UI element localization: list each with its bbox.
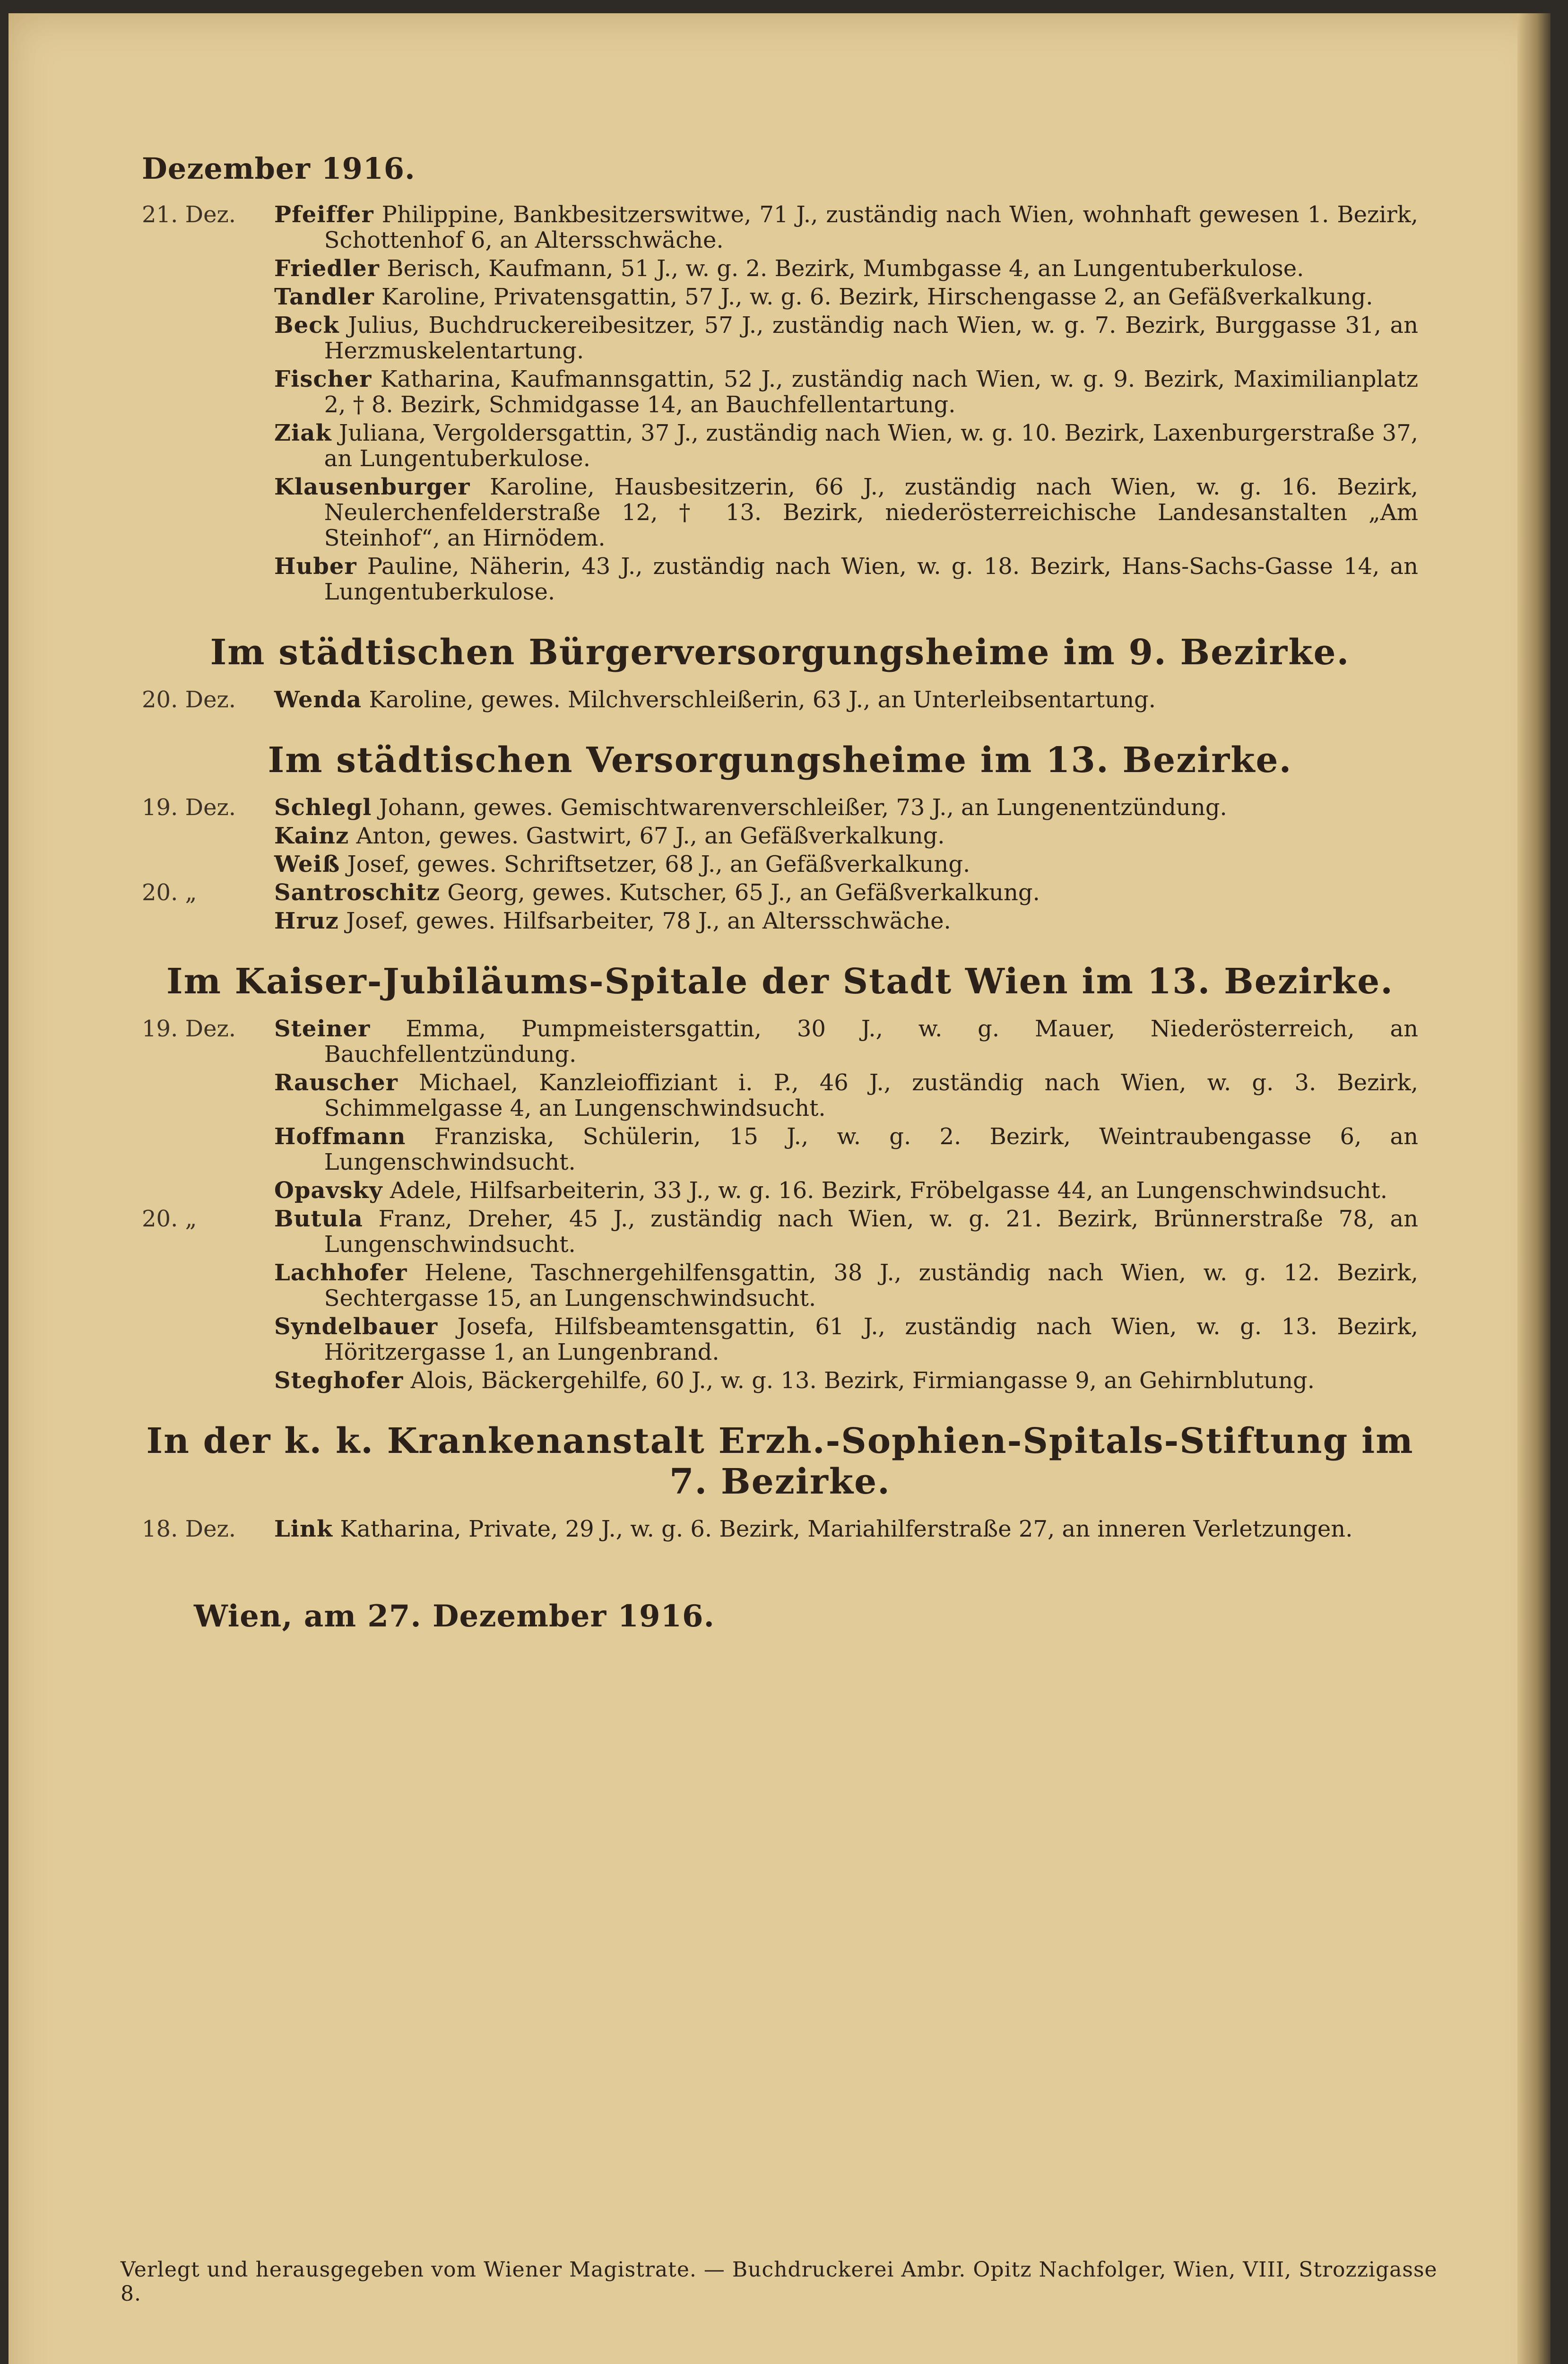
entry-details: Karoline, Hausbesitzerin, 66 J., zuständig nach Wien, w. g. 16. Bezirk, Neulerchenfelderstraße 12, † 13. Bezirk, niederösterreichische Landesanstalten „Am Steinhof“, an Hirnödem. <box>324 474 1418 551</box>
entry-details: Josef, gewes. Hilfsarbeiter, 78 J., an Altersschwäche. <box>346 908 951 934</box>
entry-text <box>274 908 1418 934</box>
entry-date <box>142 313 274 364</box>
entry-date: 20. „ <box>142 1206 197 1232</box>
section-heading: Im Kaiser-Jubiläums-Spitale der Stadt Wien im 13. Bezirke. <box>166 961 1394 1002</box>
entry <box>142 1070 1418 1121</box>
entry-date: 19. Dez. <box>142 794 236 821</box>
entry <box>142 795 1418 820</box>
section <box>142 202 1418 605</box>
entry-date <box>142 908 274 934</box>
entry-text <box>274 1206 1418 1257</box>
entry-name: Beck <box>274 312 339 339</box>
entry <box>142 366 1418 417</box>
entry-details: Johann, gewes. Gemischtwarenverschleißer, 73 J., an Lungenentzündung. <box>379 794 1227 821</box>
entry-details: Karoline, gewes. Milchverschleißerin, 63 J., an Unterleibsentartung. <box>369 687 1156 713</box>
entry-name: Huber <box>274 553 357 580</box>
entry-details: Josefa, Hilfsbeamtensgattin, 61 J., zuständig nach Wien, w. g. 13. Bezirk, Höritzergasse 1, an Lungenbrand. <box>324 1313 1418 1365</box>
entry-date <box>142 256 274 281</box>
entry-name: Tandler <box>274 284 374 310</box>
entry-text <box>274 795 1418 820</box>
entry-text <box>274 880 1418 905</box>
entry-details: Michael, Kanzleioffiziant i. P., 46 J., zuständig nach Wien, w. g. 3. Bezirk, Schimmelgasse 4, an Lungenschwindsucht. <box>324 1069 1418 1121</box>
entry-text <box>274 1124 1418 1175</box>
section <box>142 1421 1418 1542</box>
entry-name: Butula <box>274 1206 363 1232</box>
entry <box>142 1016 1418 1067</box>
entry-details: Franziska, Schülerin, 15 J., w. g. 2. Bezirk, Weintraubengasse 6, an Lungenschwindsucht. <box>324 1123 1418 1175</box>
entry-name: Opavsky <box>274 1177 383 1204</box>
entry-name: Santroschitz <box>274 879 440 906</box>
entry-date <box>142 284 274 310</box>
entry-text <box>274 1178 1418 1203</box>
entry-name: Wenda <box>274 687 362 713</box>
entry-name: Steiner <box>274 1016 371 1042</box>
entry-text <box>274 1314 1418 1365</box>
entry-text <box>274 1368 1418 1393</box>
entry <box>142 1260 1418 1311</box>
entry <box>142 908 1418 934</box>
entry-name: Lachhofer <box>274 1260 407 1286</box>
entry-text <box>274 313 1418 364</box>
entry-name: Hruz <box>274 908 339 934</box>
section-heading: In der k. k. Krankenanstalt Erzh.-Sophien-Spitals-Stiftung im 7. Bezirke. <box>146 1421 1414 1502</box>
entry-date: 20. Dez. <box>142 687 236 713</box>
entry-name: Fischer <box>274 366 372 392</box>
entry-details: Karoline, Privatensgattin, 57 J., w. g. 6. Bezirk, Hirschengasse 2, an Gefäßverkalkung. <box>381 284 1373 310</box>
entry-details: Berisch, Kaufmann, 51 J., w. g. 2. Bezirk, Mumbgasse 4, an Lungentuberkulose. <box>387 255 1304 282</box>
publisher-footer: Verlegt und herausgegeben vom Wiener Magistrate. — Buchdruckerei Ambr. Opitz Nachfolger, Wien, VIII, Strozzigasse 8. <box>121 2258 1438 2306</box>
entry-text <box>274 1516 1418 1542</box>
entry <box>142 420 1418 471</box>
entry <box>142 474 1418 551</box>
section-heading: Im städtischen Versorgungsheime im 13. Bezirke. <box>268 740 1292 781</box>
section <box>142 632 1418 713</box>
entry-date: 21. Dez. <box>142 201 236 228</box>
entry-details: Julius, Buchdruckereibesitzer, 57 J., zuständig nach Wien, w. g. 7. Bezirk, Burggasse 31, an Herzmuskelentartung. <box>324 312 1419 364</box>
entry-details: Katharina, Kaufmannsgattin, 52 J., zuständig nach Wien, w. g. 9. Bezirk, Maximilianplatz 2, † 8. Bezirk, Schmidgasse 14, an Bauchfellentartung. <box>324 366 1418 418</box>
entry-date <box>142 1124 274 1175</box>
entry-details: Anton, gewes. Gastwirt, 67 J., an Gefäßverkalkung. <box>356 823 945 849</box>
entry-text <box>274 687 1418 713</box>
entry-text <box>274 554 1418 605</box>
entry <box>142 313 1418 364</box>
entry <box>142 202 1418 253</box>
entry <box>142 1124 1418 1175</box>
entry-date <box>142 823 274 849</box>
entry <box>142 880 1418 905</box>
entry-text <box>274 256 1418 281</box>
entry-details: Adele, Hilfsarbeiterin, 33 J., w. g. 16. Bezirk, Fröbelgasse 44, an Lungenschwindsucht. <box>390 1177 1387 1204</box>
entry <box>142 1516 1418 1542</box>
entry-date <box>142 1260 274 1311</box>
entry-details: Philippine, Bankbesitzerswitwe, 71 J., zuständig nach Wien, wohnhaft gewesen 1. Bezirk, Schottenhof 6, an Altersschwäche. <box>324 201 1418 253</box>
entry-name: Hoffmann <box>274 1123 406 1150</box>
entry-details: Josef, gewes. Schriftsetzer, 68 J., an Gefäßverkalkung. <box>347 851 970 878</box>
entry-details: Emma, Pumpmeistersgattin, 30 J., w. g. Mauer, Niederösterreich, an Bauchfellentzündung. <box>324 1016 1418 1068</box>
closing-line: Wien, am 27. Dezember 1916. <box>194 1599 715 1634</box>
entry-name: Schlegl <box>274 794 372 821</box>
entry <box>142 1368 1418 1393</box>
entry-text <box>274 420 1418 471</box>
entry-details: Franz, Dreher, 45 J., zuständig nach Wien, w. g. 21. Bezirk, Brünnerstraße 78, an Lungenschwindsucht. <box>324 1206 1419 1258</box>
entry-text <box>274 474 1418 551</box>
entry-details: Georg, gewes. Kutscher, 65 J., an Gefäßverkalkung. <box>447 879 1040 906</box>
section <box>142 740 1418 934</box>
entry-details: Katharina, Private, 29 J., w. g. 6. Bezirk, Mariahilferstraße 27, an inneren Verletzungen. <box>340 1516 1353 1542</box>
entry-date <box>142 420 274 471</box>
entry-date <box>142 1314 274 1365</box>
month-header: Dezember 1916. <box>142 151 416 186</box>
entry-name: Link <box>274 1516 333 1542</box>
entry-date: 18. Dez. <box>142 1516 236 1542</box>
entry-name: Ziak <box>274 420 332 446</box>
entry-name: Rauscher <box>274 1069 398 1096</box>
entry-text <box>274 823 1418 849</box>
entry-details: Pauline, Näherin, 43 J., zuständig nach Wien, w. g. 18. Bezirk, Hans-Sachs-Gasse 14, an Lungentuberkulose. <box>324 553 1418 605</box>
entry <box>142 1178 1418 1203</box>
entry <box>142 823 1418 849</box>
page-edge <box>1517 13 1551 2364</box>
entry-text <box>274 202 1418 253</box>
entry-name: Friedler <box>274 255 380 282</box>
entry-name: Steghofer <box>274 1367 404 1394</box>
entry-date <box>142 852 274 877</box>
entry-date: 20. „ <box>142 879 197 906</box>
entry-text <box>274 284 1418 310</box>
entry-name: Kainz <box>274 823 349 849</box>
entry-text <box>274 1016 1418 1067</box>
entry-details: Helene, Taschnergehilfensgattin, 38 J., zuständig nach Wien, w. g. 12. Bezirk, Sechtergasse 15, an Lungenschwindsucht. <box>324 1260 1419 1312</box>
document-body <box>142 151 1418 1634</box>
entry-text <box>274 852 1418 877</box>
entry <box>142 1206 1418 1257</box>
entry <box>142 1314 1418 1365</box>
section <box>142 961 1418 1393</box>
entry-text <box>274 1260 1418 1311</box>
entry-date <box>142 366 274 417</box>
entry-name: Pfeiffer <box>274 201 374 228</box>
entry-details: Alois, Bäckergehilfe, 60 J., w. g. 13. Bezirk, Firmiangasse 9, an Gehirnblutung. <box>410 1367 1315 1394</box>
entry <box>142 554 1418 605</box>
entry <box>142 687 1418 713</box>
entry <box>142 256 1418 281</box>
entry-date <box>142 1368 274 1393</box>
entry-name: Weiß <box>274 851 340 878</box>
entry-date <box>142 474 274 551</box>
entry <box>142 852 1418 877</box>
entry-text <box>274 1070 1418 1121</box>
entry-name: Syndelbauer <box>274 1313 438 1340</box>
entry-text <box>274 366 1418 417</box>
entry-details: Juliana, Vergoldersgattin, 37 J., zuständig nach Wien, w. g. 10. Bezirk, Laxenburgerstraße 37, an Lungentuberkulose. <box>324 420 1418 472</box>
entry <box>142 284 1418 310</box>
section-heading: Im städtischen Bürgerversorgungsheime im 9. Bezirke. <box>210 632 1350 673</box>
entry-date <box>142 1070 274 1121</box>
entry-date <box>142 1178 274 1203</box>
entry-date: 19. Dez. <box>142 1016 236 1042</box>
entry-date <box>142 554 274 605</box>
entry-name: Klausenburger <box>274 474 470 500</box>
